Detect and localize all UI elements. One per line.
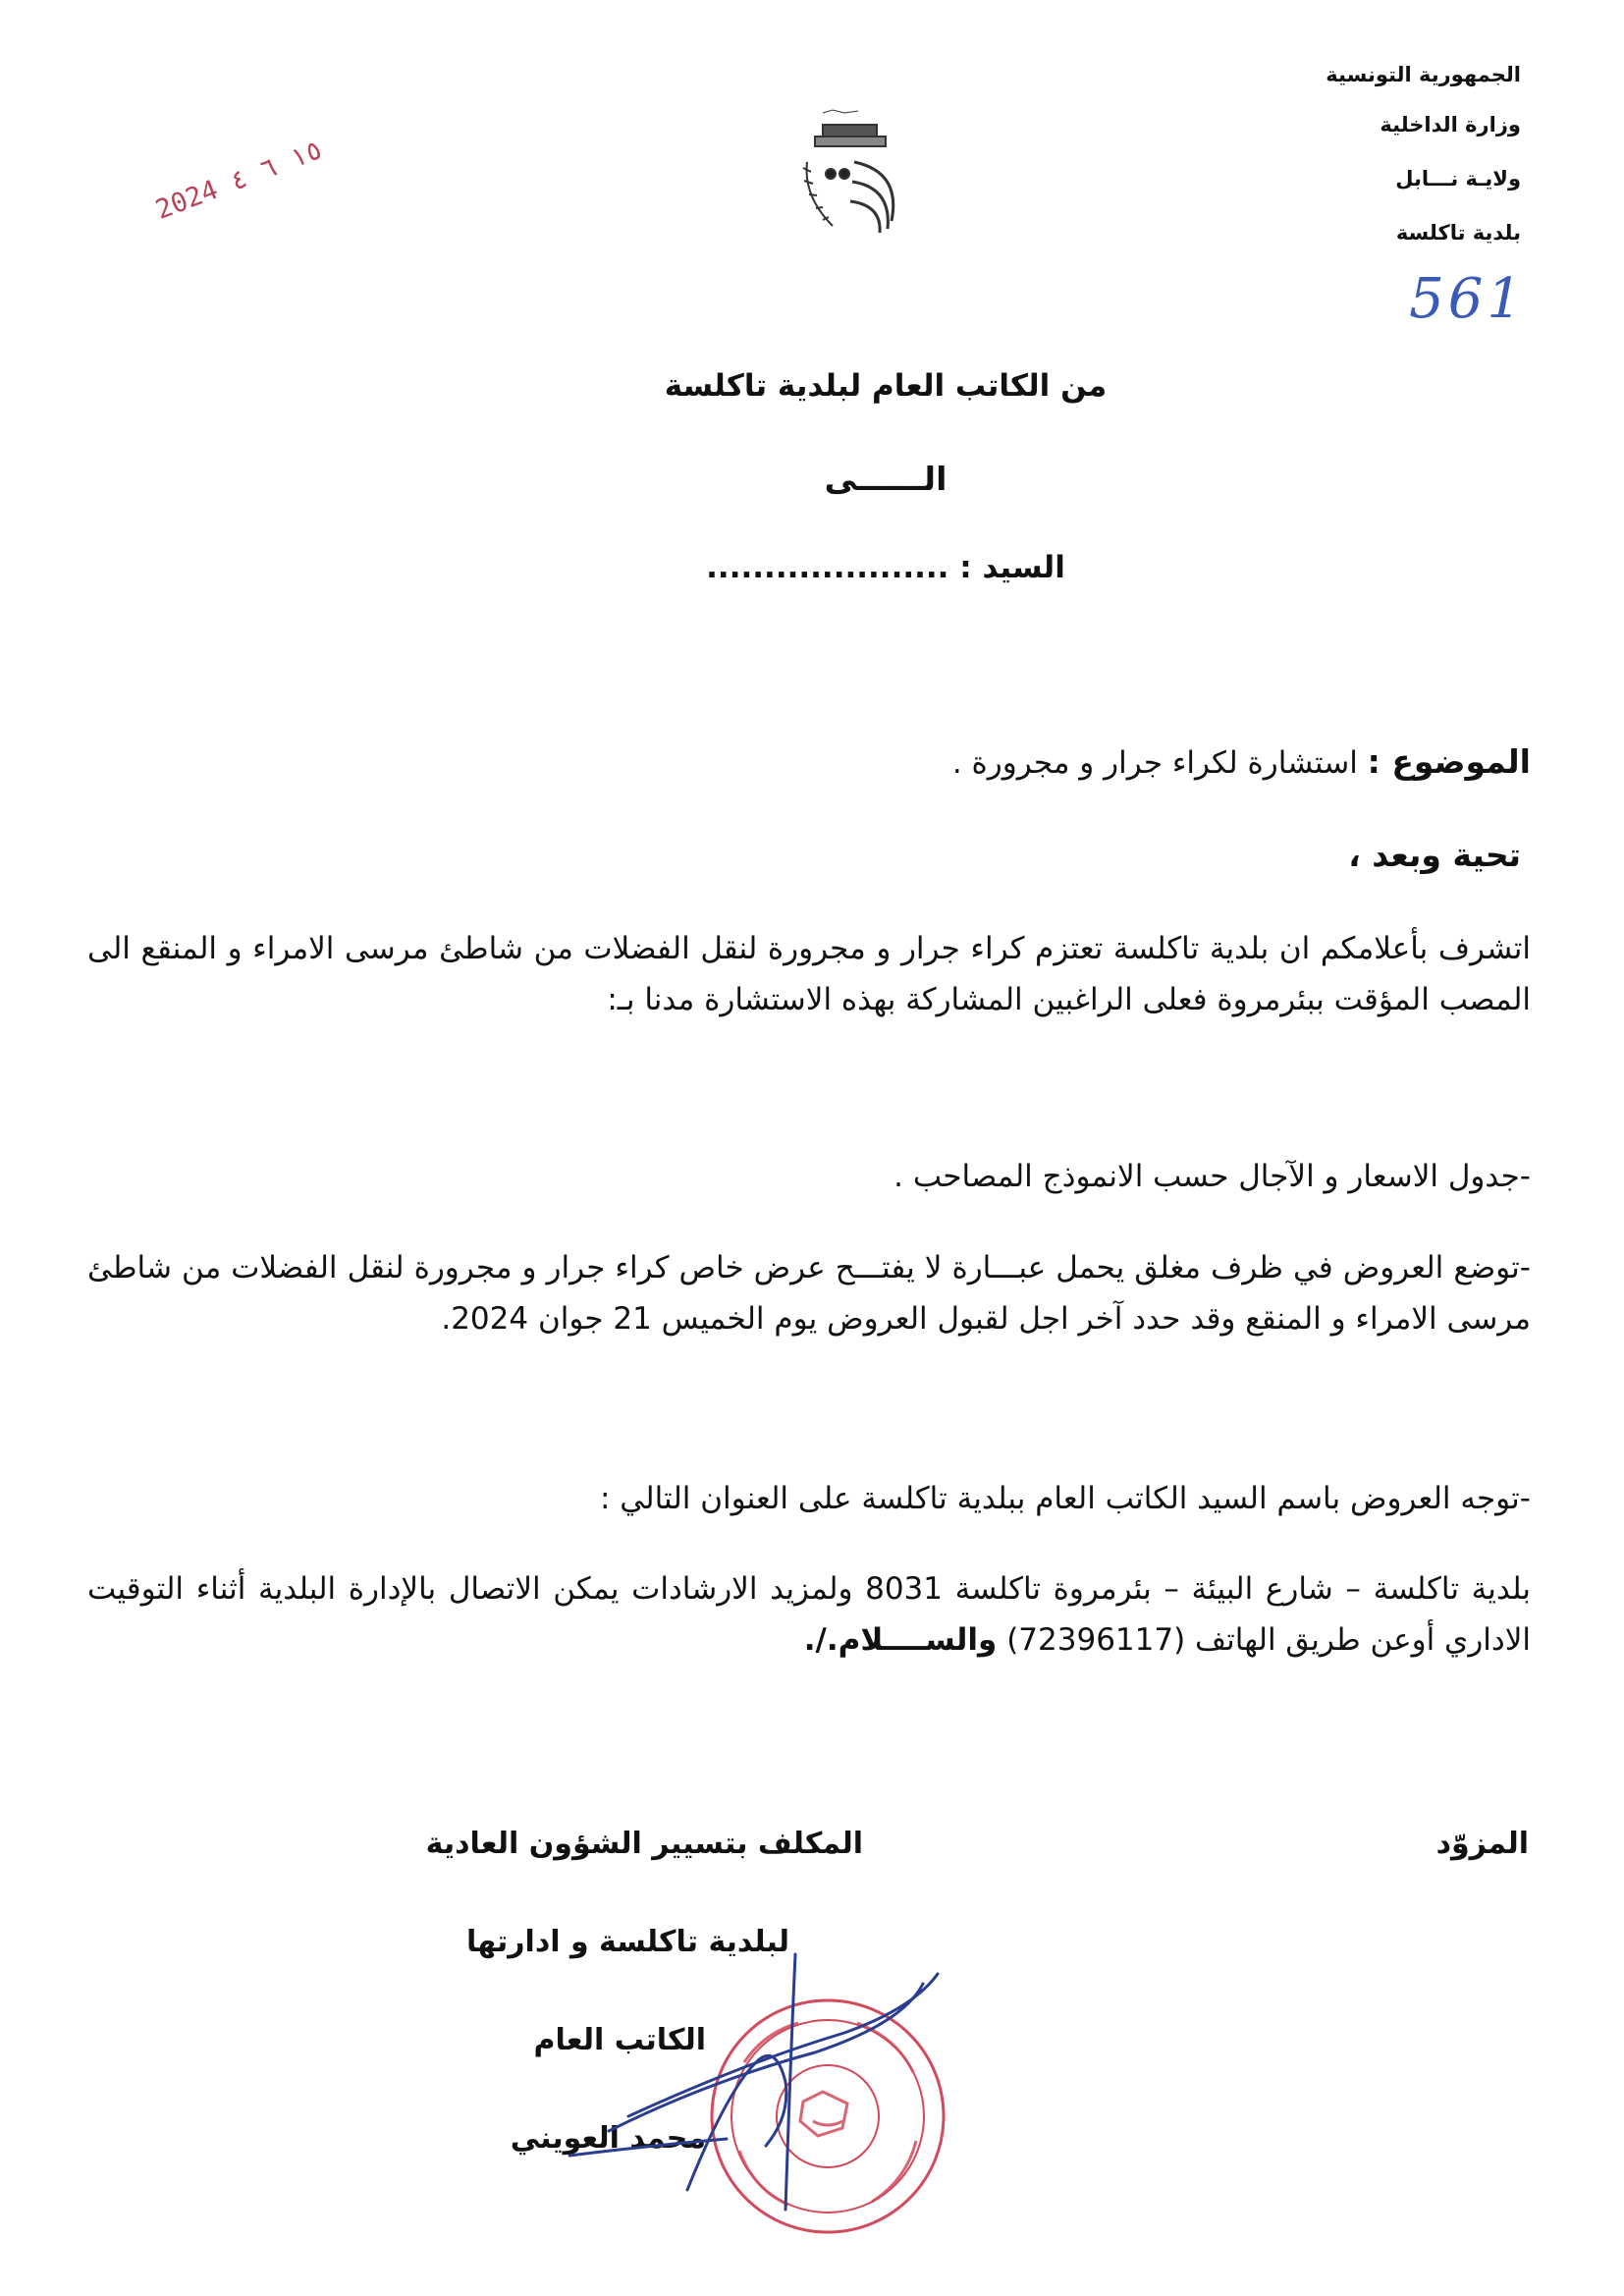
- municipality-emblem: [793, 103, 909, 241]
- letter-recipient: السيد : .....................: [706, 550, 1065, 585]
- signatory-role-1: المكلف بتسيير الشؤون العادية: [425, 1827, 863, 1861]
- handwritten-signature: [491, 1944, 982, 2219]
- subject-text: استشارة لكراء جرار و مجرورة .: [951, 745, 1358, 781]
- header-governorate: ولايـة نـــابل: [1395, 167, 1521, 191]
- signatory-role-2: لبلدية تاكلسة و ادارتها: [465, 1925, 789, 1959]
- letter-sender: من الكاتب العام لبلدية تاكلسة: [664, 368, 1108, 404]
- subject-label: الموضوع :: [1367, 742, 1531, 781]
- reference-number: 561: [1409, 267, 1526, 331]
- supplier-label: المزوّد: [1435, 1827, 1529, 1861]
- letter-to-label: الــــــى: [824, 460, 947, 498]
- header-republic: الجمهورية التونسية: [1326, 63, 1521, 86]
- header-ministry: وزارة الداخلية: [1380, 113, 1521, 137]
- body-item-prices: -جدول الاسعار و الآجال حسب الانموذج المصاحب .: [893, 1159, 1531, 1194]
- signatory-name: محمد العويني: [510, 2121, 706, 2156]
- closing: والســــلام./.: [803, 1622, 998, 1658]
- header-municipality: بلدية تاكلسة: [1395, 221, 1521, 245]
- body-item-address-intro: -توجه العروض باسم السيد الكاتب العام ببلدية تاكلسة على العنوان التالي :: [599, 1481, 1531, 1516]
- date-stamp: 2024 ١٥ ٦ ٤: [151, 134, 327, 226]
- body-item-offers: -توضع العروض في ظرف مغلق يحمل عبـــارة لا يفتـــح عرض خاص كراء جرار و مجرورة لنقل الفضلات من شاطئ مرسى الامراء و المنقع وقد حدد آخر اجل لقبول العروض يوم الخميس 21 جوان 2024.: [87, 1250, 1531, 1337]
- signatory-position: الكاتب العام: [533, 2023, 706, 2057]
- body-intro: اتشرف بأعلامكم ان بلدية تاكلسة تعتزم كراء جرار و مجرورة لنقل الفضلات من شاطئ مرسى الامراء و المنقع الى المصب المؤقت ببئرمروة فعلى الراغبين المشاركة بهذه الاستشارة مدنا بـ:: [87, 931, 1531, 1017]
- subject-line: [87, 737, 1531, 789]
- greeting: تحية وبعد ،: [1348, 836, 1521, 874]
- body-address: بلدية تاكلسة – شارع البيئة – بئرمروة تاكلسة 8031 ولمزيد الارشادات يمكن الاتصال بالإدارة البلدية أثناء التوقيت الاداري أوعن طريق الهاتف (72396117) والســــلام./.: [87, 1571, 1532, 1658]
